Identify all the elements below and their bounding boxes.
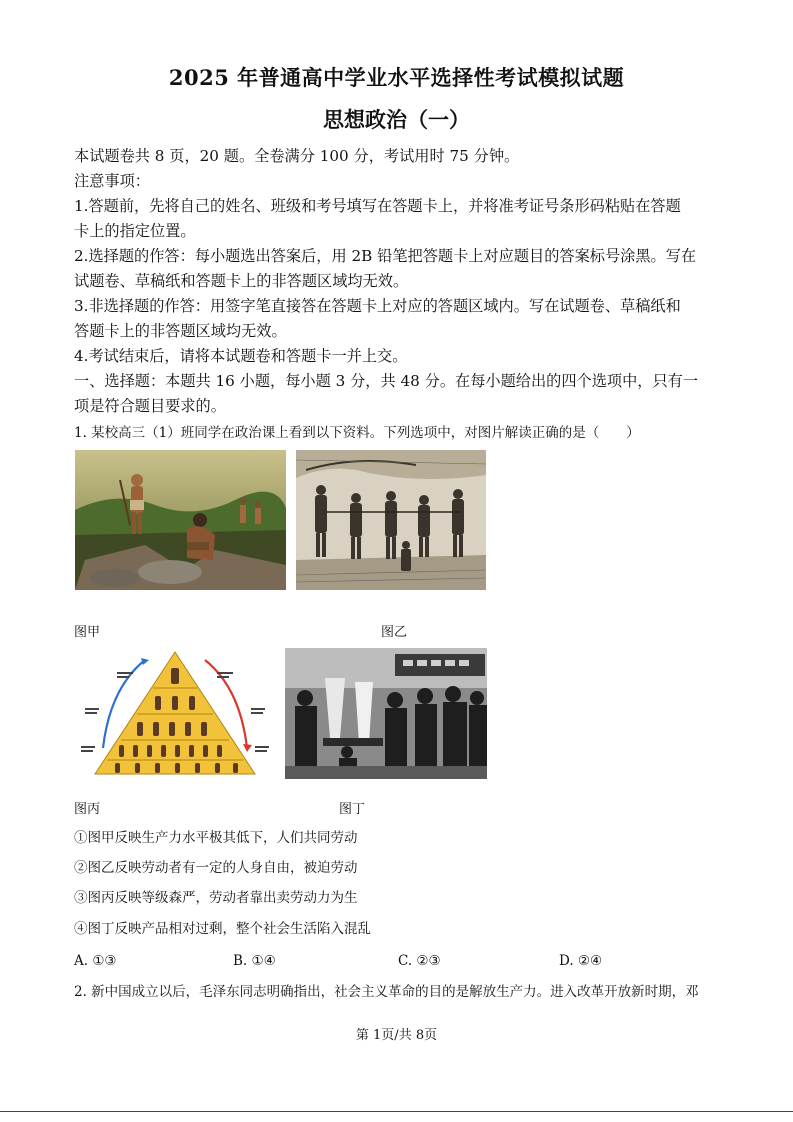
- bottom-divider: [0, 1111, 793, 1112]
- notice-item-3-line-2: 答题卡上的非答题区域均无效。: [74, 322, 287, 340]
- figure-c-caption: 图丙: [74, 802, 101, 817]
- figure-a-image: [75, 450, 286, 590]
- option-c: C. ②③: [398, 953, 441, 969]
- option-b: B. ①④: [233, 953, 276, 969]
- figure-c-image: [75, 648, 275, 780]
- figure-d-image: [285, 648, 487, 779]
- exam-title: 2025 年普通高中学业水平选择性考试模拟试题: [168, 65, 625, 90]
- notice-item-3-line-1: 3.非选择题的作答：用签字笔直接答在答题卡上对应的答题区域内。写在试题卷、草稿纸和: [74, 297, 681, 315]
- figure-b-caption: 图乙: [381, 625, 408, 640]
- section-1-heading-line-2: 项是符合题目要求的。: [74, 397, 226, 415]
- exam-subtitle: 思想政治（一）: [323, 107, 470, 132]
- notice-item-2-line-1: 2.选择题的作答：每小题选出答案后，用 2B 铅笔把答题卡上对应题目的答案标号涂黑。写在: [74, 247, 697, 265]
- option-a: A. ①③: [74, 953, 117, 969]
- exam-intro: 本试题卷共 8 页，20 题。全卷满分 100 分，考试用时 75 分钟。: [74, 147, 520, 165]
- notice-item-4: 4.考试结束后，请将本试题卷和答题卡一并上交。: [74, 347, 408, 365]
- section-1-heading-line-1: 一、选择题：本题共 16 小题，每小题 3 分，共 48 分。在每小题给出的四个选项中，只有一: [74, 372, 699, 390]
- question-2-stem: 2. 新中国成立以后，毛泽东同志明确指出，社会主义革命的目的是解放生产力。进入改革开放新时期，邓: [74, 984, 699, 1000]
- statement-3: ③图丙反映等级森严，劳动者靠出卖劳动力为生: [74, 890, 358, 906]
- notice-item-1-line-2: 卡上的指定位置。: [74, 222, 196, 240]
- notice-item-2-line-2: 试题卷、草稿纸和答题卡上的非答题区域均无效。: [74, 272, 409, 290]
- notice-item-1-line-1: 1.答题前，先将自己的姓名、班级和考号填写在答题卡上，并将准考证号条形码粘贴在答题: [74, 197, 681, 215]
- question-1-stem: 1. 某校高三（1）班同学在政治课上看到以下资料。下列选项中，对图片解读正确的是（ ）: [74, 425, 640, 441]
- statement-2: ②图乙反映劳动者有一定的人身自由，被迫劳动: [74, 860, 358, 876]
- statement-1: ①图甲反映生产力水平极其低下，人们共同劳动: [74, 830, 358, 846]
- figure-a-caption: 图甲: [74, 625, 101, 640]
- statement-4: ④图丁反映产品相对过剩，整个社会生活陷入混乱: [74, 921, 371, 937]
- option-d: D. ②④: [559, 953, 603, 969]
- notice-heading: 注意事项：: [74, 172, 150, 190]
- figure-b-image: [296, 450, 486, 590]
- page-number: 第 1页/共 8页: [355, 1028, 438, 1043]
- figure-d-caption: 图丁: [339, 802, 366, 817]
